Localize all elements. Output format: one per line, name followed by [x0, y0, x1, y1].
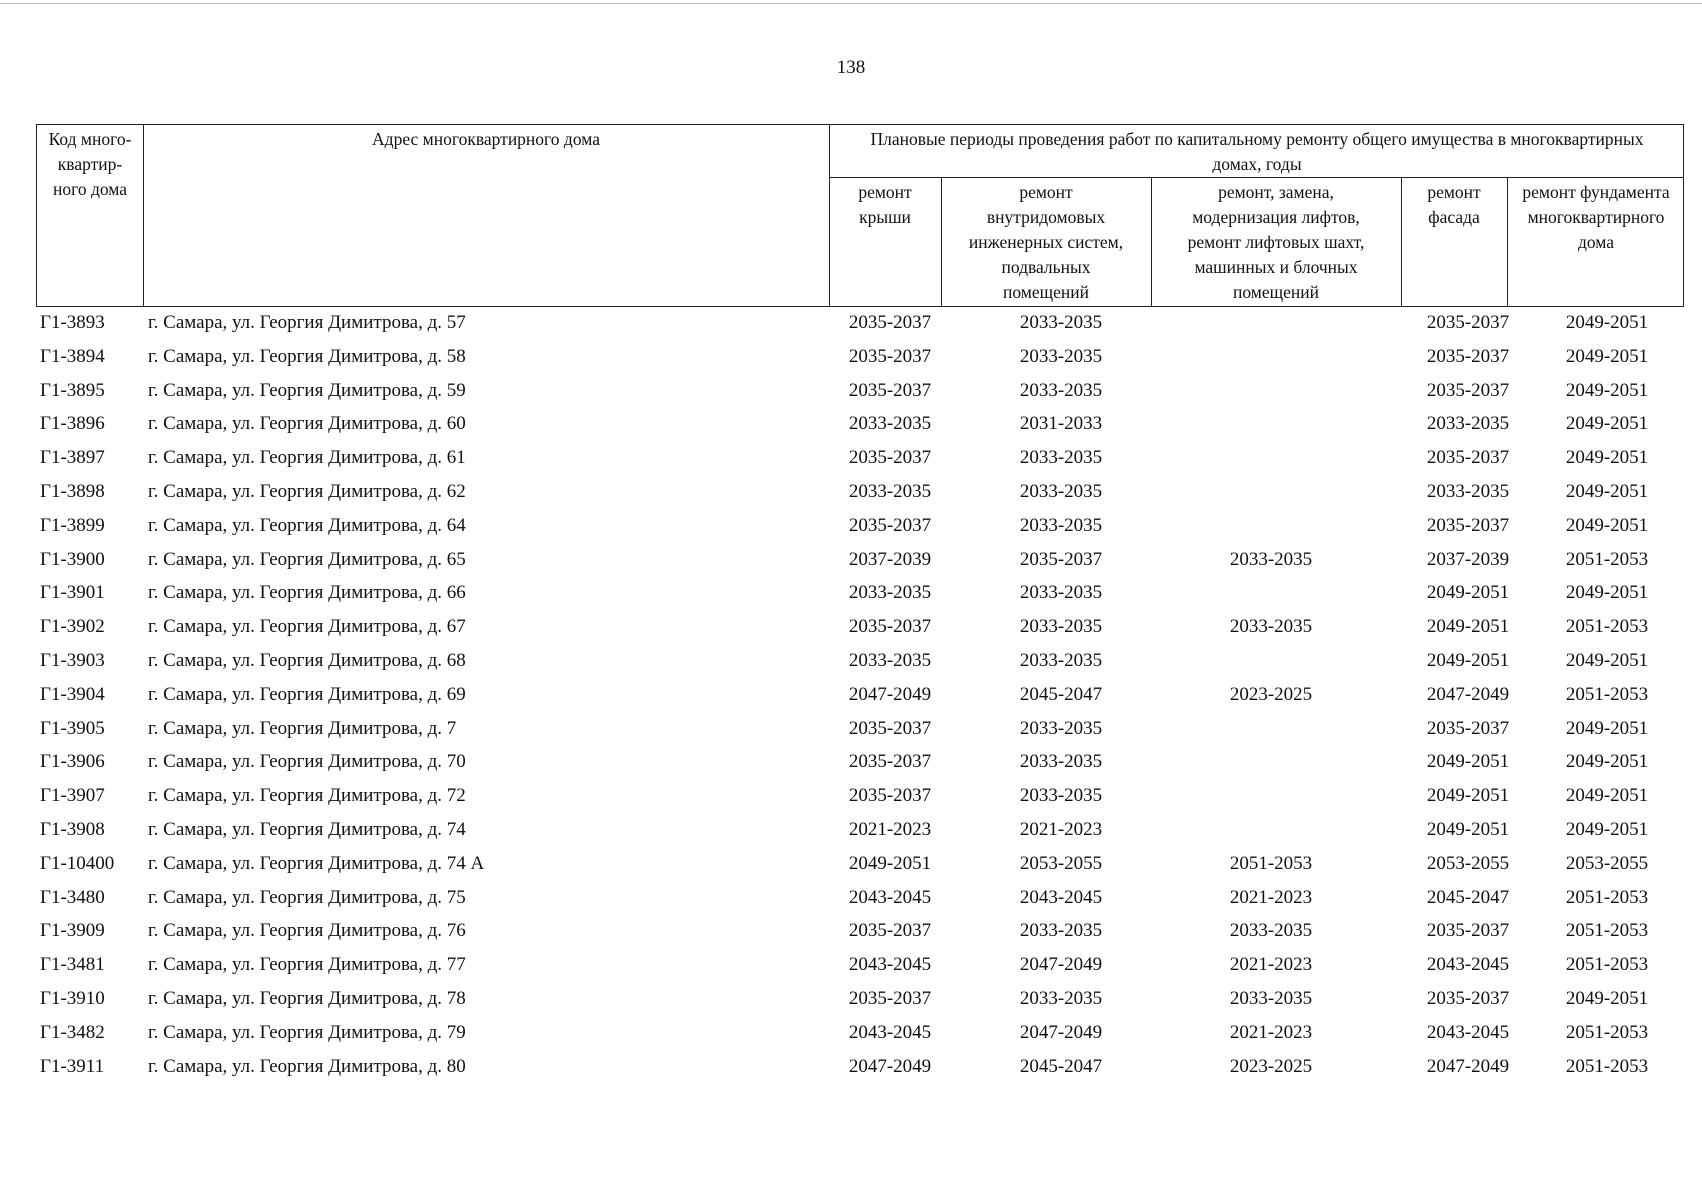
table-row — [36, 916, 1684, 950]
row-engineering-period: 2045-2047 — [1019, 683, 1103, 705]
header-divider — [829, 177, 1683, 178]
row-code: Г1-3895 — [40, 379, 105, 401]
row-engineering-period: 2033-2035 — [1019, 717, 1103, 739]
row-address: г. Самара, ул. Георгия Димитрова, д. 67 — [148, 616, 466, 638]
row-roof-period: 2047-2049 — [848, 683, 932, 705]
row-foundation-period: 2051-2053 — [1565, 1021, 1649, 1043]
row-code: Г1-3893 — [40, 312, 105, 333]
row-engineering-period: 2033-2035 — [1019, 582, 1103, 604]
row-foundation-period: 2051-2053 — [1565, 616, 1649, 638]
row-roof-period: 2033-2035 — [848, 582, 932, 604]
row-address: г. Самара, ул. Георгия Димитрова, д. 72 — [148, 785, 466, 807]
row-facade-period: 2049-2051 — [1426, 582, 1510, 604]
row-foundation-period: 2049-2051 — [1565, 447, 1649, 469]
row-engineering-period: 2033-2035 — [1019, 345, 1103, 367]
row-foundation-period: 2049-2051 — [1565, 751, 1649, 773]
row-code: Г1-3907 — [40, 785, 105, 807]
row-engineering-period: 2033-2035 — [1019, 987, 1103, 1009]
table-row — [36, 950, 1684, 984]
top-rule — [0, 3, 1702, 4]
row-code: Г1-3908 — [40, 818, 105, 840]
row-code: Г1-3903 — [40, 649, 105, 671]
table-row — [36, 477, 1684, 511]
table-row — [36, 612, 1684, 646]
row-address: г. Самара, ул. Георгия Димитрова, д. 78 — [148, 987, 466, 1009]
table-row — [36, 578, 1684, 612]
table-row — [36, 443, 1684, 477]
row-code: Г1-3894 — [40, 345, 105, 367]
row-roof-period: 2033-2035 — [848, 480, 932, 502]
header-lifts: ремонт, замена, модернизация лифтов, ремонт лифтовых шахт, машинных и блочных помещений — [1187, 182, 1365, 302]
row-engineering-period: 2033-2035 — [1019, 616, 1103, 638]
row-address: г. Самара, ул. Георгия Димитрова, д. 57 — [148, 312, 466, 333]
row-facade-period: 2043-2045 — [1426, 1021, 1510, 1043]
row-engineering-period: 2047-2049 — [1019, 954, 1103, 976]
row-address: г. Самара, ул. Георгия Димитрова, д. 68 — [148, 649, 466, 671]
row-facade-period: 2037-2039 — [1426, 548, 1510, 570]
row-facade-period: 2043-2045 — [1426, 954, 1510, 976]
row-lifts-period: 2051-2053 — [1229, 852, 1313, 874]
table-row — [36, 1052, 1684, 1086]
row-address: г. Самара, ул. Георгия Димитрова, д. 75 — [148, 886, 466, 908]
row-facade-period: 2035-2037 — [1426, 345, 1510, 367]
row-address: г. Самара, ул. Георгия Димитрова, д. 65 — [148, 548, 466, 570]
table-header — [36, 124, 1684, 307]
row-roof-period: 2047-2049 — [848, 1055, 932, 1077]
row-foundation-period: 2049-2051 — [1565, 785, 1649, 807]
row-roof-period: 2035-2037 — [848, 345, 932, 367]
row-code: Г1-3909 — [40, 920, 105, 942]
row-code: Г1-3911 — [40, 1055, 105, 1077]
row-foundation-period: 2051-2053 — [1565, 886, 1649, 908]
row-foundation-period: 2049-2051 — [1565, 345, 1649, 367]
row-facade-period: 2045-2047 — [1426, 886, 1510, 908]
row-foundation-period: 2051-2053 — [1565, 683, 1649, 705]
row-lifts-period: 2021-2023 — [1229, 1021, 1313, 1043]
row-lifts-period: 2023-2025 — [1229, 683, 1313, 705]
page-number: 138 — [836, 57, 866, 78]
table-row — [36, 511, 1684, 545]
row-facade-period: 2035-2037 — [1426, 920, 1510, 942]
row-code: Г1-3481 — [40, 954, 105, 976]
header-engineering: ремонт внутридомовых инженерных систем, подвальных помещений — [968, 182, 1124, 302]
table-row — [36, 781, 1684, 815]
row-foundation-period: 2049-2051 — [1565, 649, 1649, 671]
row-facade-period: 2047-2049 — [1426, 683, 1510, 705]
row-lifts-period: 2021-2023 — [1229, 954, 1313, 976]
row-roof-period: 2043-2045 — [848, 1021, 932, 1043]
row-foundation-period: 2051-2053 — [1565, 954, 1649, 976]
row-address: г. Самара, ул. Георгия Димитрова, д. 62 — [148, 480, 466, 502]
header-roof: ремонт крыши — [858, 182, 912, 227]
row-lifts-period: 2033-2035 — [1229, 920, 1313, 942]
row-code: Г1-3910 — [40, 987, 105, 1009]
row-foundation-period: 2049-2051 — [1565, 987, 1649, 1009]
row-engineering-period: 2033-2035 — [1019, 480, 1103, 502]
row-roof-period: 2033-2035 — [848, 413, 932, 435]
row-roof-period: 2037-2039 — [848, 548, 932, 570]
header-facade: ремонт фасада — [1427, 182, 1481, 227]
row-foundation-period: 2049-2051 — [1565, 312, 1649, 333]
row-facade-period: 2035-2037 — [1426, 379, 1510, 401]
table-body — [36, 308, 1684, 1085]
row-address: г. Самара, ул. Георгия Димитрова, д. 66 — [148, 582, 466, 604]
row-address: г. Самара, ул. Георгия Димитрова, д. 64 — [148, 514, 466, 536]
row-address: г. Самара, ул. Георгия Димитрова, д. 58 — [148, 345, 466, 367]
row-code: Г1-3900 — [40, 548, 105, 570]
row-facade-period: 2049-2051 — [1426, 649, 1510, 671]
row-roof-period: 2035-2037 — [848, 751, 932, 773]
header-divider — [143, 125, 144, 306]
table-row — [36, 849, 1684, 883]
header-code: Код много- квартир- ного дома — [48, 129, 132, 199]
row-facade-period: 2047-2049 — [1426, 1055, 1510, 1077]
row-address: г. Самара, ул. Георгия Димитрова, д. 80 — [148, 1055, 466, 1077]
row-roof-period: 2043-2045 — [848, 954, 932, 976]
row-roof-period: 2035-2037 — [848, 379, 932, 401]
row-roof-period: 2035-2037 — [848, 447, 932, 469]
header-address: Адрес многоквартирного дома — [372, 129, 600, 149]
row-facade-period: 2035-2037 — [1426, 987, 1510, 1009]
row-foundation-period: 2049-2051 — [1565, 514, 1649, 536]
row-code: Г1-3904 — [40, 683, 105, 705]
row-code: Г1-3480 — [40, 886, 105, 908]
row-roof-period: 2049-2051 — [848, 852, 932, 874]
row-engineering-period: 2033-2035 — [1019, 649, 1103, 671]
row-lifts-period: 2021-2023 — [1229, 886, 1313, 908]
row-code: Г1-10400 — [40, 852, 115, 874]
row-roof-period: 2021-2023 — [848, 818, 932, 840]
row-engineering-period: 2033-2035 — [1019, 447, 1103, 469]
header-foundation: ремонт фундамента многоквартирного дома — [1522, 182, 1670, 252]
row-foundation-period: 2049-2051 — [1565, 413, 1649, 435]
table-row — [36, 714, 1684, 748]
table-row — [36, 376, 1684, 410]
row-roof-period: 2043-2045 — [848, 886, 932, 908]
row-engineering-period: 2043-2045 — [1019, 886, 1103, 908]
row-address: г. Самара, ул. Георгия Димитрова, д. 76 — [148, 920, 466, 942]
row-foundation-period: 2049-2051 — [1565, 717, 1649, 739]
row-foundation-period: 2049-2051 — [1565, 379, 1649, 401]
row-roof-period: 2035-2037 — [848, 717, 932, 739]
row-address: г. Самара, ул. Георгия Димитрова, д. 59 — [148, 379, 466, 401]
row-roof-period: 2035-2037 — [848, 312, 932, 333]
row-facade-period: 2035-2037 — [1426, 514, 1510, 536]
row-facade-period: 2049-2051 — [1426, 785, 1510, 807]
row-code: Г1-3901 — [40, 582, 105, 604]
row-facade-period: 2033-2035 — [1426, 413, 1510, 435]
row-foundation-period: 2051-2053 — [1565, 920, 1649, 942]
row-lifts-period: 2033-2035 — [1229, 616, 1313, 638]
row-foundation-period: 2051-2053 — [1565, 1055, 1649, 1077]
row-code: Г1-3906 — [40, 751, 105, 773]
row-address: г. Самара, ул. Георгия Димитрова, д. 74 А — [148, 852, 485, 874]
row-foundation-period: 2051-2053 — [1565, 548, 1649, 570]
row-roof-period: 2033-2035 — [848, 649, 932, 671]
table-row — [36, 308, 1684, 342]
row-lifts-period: 2033-2035 — [1229, 548, 1313, 570]
row-engineering-period: 2033-2035 — [1019, 312, 1103, 333]
row-engineering-period: 2033-2035 — [1019, 785, 1103, 807]
row-roof-period: 2035-2037 — [848, 616, 932, 638]
row-code: Г1-3899 — [40, 514, 105, 536]
row-engineering-period: 2031-2033 — [1019, 413, 1103, 435]
row-roof-period: 2035-2037 — [848, 785, 932, 807]
row-facade-period: 2049-2051 — [1426, 818, 1510, 840]
row-roof-period: 2035-2037 — [848, 514, 932, 536]
row-engineering-period: 2045-2047 — [1019, 1055, 1103, 1077]
row-facade-period: 2035-2037 — [1426, 312, 1510, 333]
row-foundation-period: 2053-2055 — [1565, 852, 1649, 874]
row-address: г. Самара, ул. Георгия Димитрова, д. 70 — [148, 751, 466, 773]
row-engineering-period: 2033-2035 — [1019, 514, 1103, 536]
table-row — [36, 680, 1684, 714]
row-code: Г1-3482 — [40, 1021, 105, 1043]
row-engineering-period: 2035-2037 — [1019, 548, 1103, 570]
row-engineering-period: 2033-2035 — [1019, 751, 1103, 773]
row-foundation-period: 2049-2051 — [1565, 480, 1649, 502]
table-row — [36, 883, 1684, 917]
row-facade-period: 2049-2051 — [1426, 616, 1510, 638]
row-engineering-period: 2021-2023 — [1019, 818, 1103, 840]
row-lifts-period: 2023-2025 — [1229, 1055, 1313, 1077]
header-periods: Плановые периоды проведения работ по капитальному ремонту общего имущества в многоквартирных домах, годы — [870, 129, 1644, 174]
table-row — [36, 815, 1684, 849]
row-code: Г1-3898 — [40, 480, 105, 502]
row-code: Г1-3902 — [40, 616, 105, 638]
table-row — [36, 545, 1684, 579]
row-roof-period: 2035-2037 — [848, 920, 932, 942]
row-roof-period: 2035-2037 — [848, 987, 932, 1009]
row-address: г. Самара, ул. Георгия Димитрова, д. 60 — [148, 413, 466, 435]
row-facade-period: 2053-2055 — [1426, 852, 1510, 874]
row-engineering-period: 2053-2055 — [1019, 852, 1103, 874]
row-lifts-period: 2033-2035 — [1229, 987, 1313, 1009]
row-address: г. Самара, ул. Георгия Димитрова, д. 7 — [148, 717, 457, 739]
row-code: Г1-3897 — [40, 447, 105, 469]
row-address: г. Самара, ул. Георгия Димитрова, д. 74 — [148, 818, 466, 840]
row-code: Г1-3905 — [40, 717, 105, 739]
row-facade-period: 2035-2037 — [1426, 717, 1510, 739]
row-facade-period: 2035-2037 — [1426, 447, 1510, 469]
table-row — [36, 409, 1684, 443]
row-code: Г1-3896 — [40, 413, 105, 435]
table-row — [36, 646, 1684, 680]
row-engineering-period: 2033-2035 — [1019, 920, 1103, 942]
row-foundation-period: 2049-2051 — [1565, 582, 1649, 604]
row-foundation-period: 2049-2051 — [1565, 818, 1649, 840]
table-row — [36, 984, 1684, 1018]
row-engineering-period: 2033-2035 — [1019, 379, 1103, 401]
row-address: г. Самара, ул. Георгия Димитрова, д. 79 — [148, 1021, 466, 1043]
row-engineering-period: 2047-2049 — [1019, 1021, 1103, 1043]
row-address: г. Самара, ул. Георгия Димитрова, д. 69 — [148, 683, 466, 705]
table-row — [36, 342, 1684, 376]
table-row — [36, 1018, 1684, 1052]
table-row — [36, 747, 1684, 781]
row-address: г. Самара, ул. Георгия Димитрова, д. 61 — [148, 447, 466, 469]
row-address: г. Самара, ул. Георгия Димитрова, д. 77 — [148, 954, 466, 976]
row-facade-period: 2049-2051 — [1426, 751, 1510, 773]
row-facade-period: 2033-2035 — [1426, 480, 1510, 502]
